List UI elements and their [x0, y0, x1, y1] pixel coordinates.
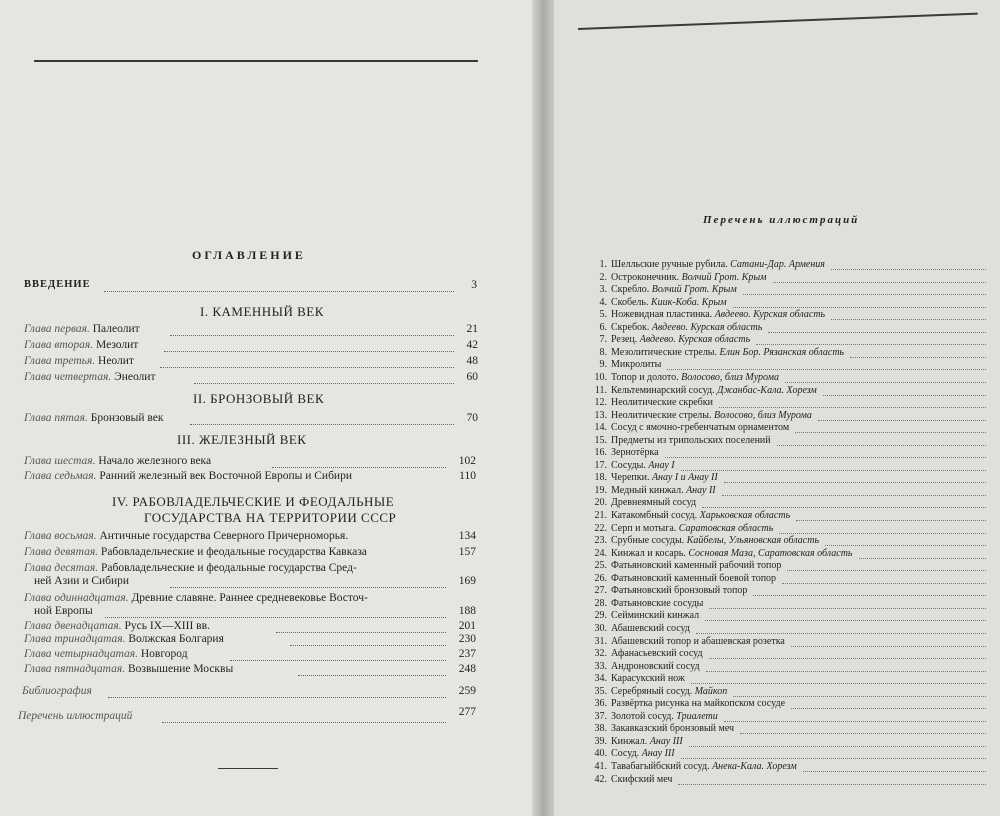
illustration-text: Зернотёрка [611, 447, 659, 459]
illustration-leader [689, 746, 986, 747]
illustration-item [592, 748, 675, 759]
toc-leader [104, 291, 454, 292]
toc-bibliography: Библиография [22, 685, 92, 697]
illustration-text: Абашевский сосуд [611, 622, 690, 634]
illustration-number: 28. [594, 597, 607, 609]
illustration-leader [859, 558, 986, 559]
section-title-line2: ГОСУДАРСТВА НА ТЕРРИТОРИИ СССР [144, 510, 397, 525]
toc-page-number: 3 [471, 279, 477, 291]
illustration-item [592, 460, 675, 471]
illustration-text: Скребок. [611, 321, 650, 333]
toc-chapter [24, 412, 164, 424]
illustration-item [592, 661, 700, 672]
illustration-number: 9. [599, 359, 607, 371]
section-title: II. БРОНЗОВЫЙ ВЕК [193, 391, 325, 406]
illustration-item [592, 422, 789, 433]
illustration-place: Волчий Грот. Крым [681, 271, 767, 283]
illustration-item [592, 573, 776, 584]
toc-chapter [24, 562, 357, 574]
illustration-number: 42. [594, 773, 607, 785]
chapter-name: Рабовладельческие и феодальные государства Сред- [101, 562, 357, 574]
illustration-item [592, 623, 690, 634]
chapter-name: Возвышение Москвы [127, 663, 234, 675]
illustration-number: 19. [594, 484, 607, 496]
illustration-item [592, 686, 727, 697]
illustration-item [592, 711, 718, 722]
toc-page-number: 70 [466, 412, 478, 424]
illustration-leader [779, 533, 986, 534]
illustration-item [592, 347, 844, 358]
illustration-place: Харьковская область [699, 510, 791, 521]
illustration-text: Топор и долото. [611, 371, 679, 383]
illustration-item [592, 284, 737, 295]
illustration-item [592, 272, 767, 283]
illustration-place: Авдеево. Курская область [639, 334, 751, 346]
illustration-leader [756, 344, 986, 345]
illustration-place: Анау I и Анау II [651, 472, 718, 484]
illustration-leader [796, 520, 986, 521]
illustration-leader [753, 595, 986, 596]
toc-page-number: 110 [459, 470, 476, 482]
chapter-prefix: Глава седьмая. [24, 470, 97, 482]
toc-chapter [24, 339, 138, 351]
illustration-number: 37. [594, 710, 607, 722]
illustration-number: 22. [594, 522, 607, 534]
chapter-prefix: Глава шестая. [24, 455, 96, 467]
illustration-number: 31. [594, 635, 607, 647]
illustration-leader [803, 771, 986, 772]
toc-page-number: 201 [458, 620, 476, 632]
illustration-number: 18. [594, 472, 607, 484]
toc-chapter [24, 323, 140, 335]
illustration-text: Кинжал. [611, 735, 648, 747]
illustration-leader [795, 432, 986, 433]
illustration-item [592, 410, 812, 421]
illustration-text: Кинжал и косарь. [611, 547, 686, 559]
illustration-leader [768, 332, 986, 333]
toc-chapter [24, 371, 155, 383]
illustration-leader [782, 583, 986, 584]
illustration-item [592, 736, 683, 747]
toc-illustrations: Перечень иллюстраций [18, 710, 133, 722]
section-title: I. КАМЕННЫЙ ВЕК [200, 304, 324, 319]
illustration-place: Сатани-Дар. Армения [730, 259, 825, 270]
illustration-leader [706, 671, 986, 672]
section-title: III. ЖЕЛЕЗНЫЙ ВЕК [177, 432, 307, 447]
illustration-number: 30. [594, 622, 607, 634]
illustration-item [592, 485, 716, 496]
section-title-line1: IV. РАБОВЛАДЕЛЬЧЕСКИЕ И ФЕОДАЛЬНЫЕ [112, 494, 395, 509]
illustration-item [592, 397, 713, 408]
illustration-text: Шелльские ручные рубила. [611, 259, 728, 270]
toc-leader [230, 660, 446, 661]
illustration-number: 4. [599, 296, 607, 308]
toc-chapter [24, 355, 134, 367]
toc-page-number: 237 [458, 648, 476, 660]
illustration-place: Анека-Кала. Хорезм [712, 761, 797, 772]
illustration-place: Анау II [686, 484, 716, 496]
illustration-number: 27. [594, 585, 607, 597]
illustration-place: Авдеево. Курская область [651, 321, 763, 333]
chapter-prefix: Глава девятая. [24, 546, 99, 558]
illustration-item [592, 598, 703, 609]
illustration-leader [791, 646, 986, 647]
chapter-name: Бронзовый век [90, 412, 164, 424]
toc-page-number: 157 [458, 546, 476, 558]
illustration-number: 1. [599, 259, 607, 270]
illustration-number: 25. [594, 560, 607, 572]
illustration-number: 5. [599, 309, 607, 321]
illustration-number: 21. [594, 510, 607, 521]
illustration-place: Саратовская область [678, 522, 774, 534]
chapter-name: Волжская Болгария [128, 633, 224, 645]
toc-leader [276, 632, 446, 633]
toc-leader [170, 587, 446, 588]
illustration-place: Анау III [641, 748, 675, 760]
toc-page-number: 102 [458, 455, 476, 467]
illustration-place: Джанбас-Кала. Хорезм [717, 384, 817, 396]
chapter-name-cont: ней Азии и Сибири [34, 575, 130, 587]
illustration-leader [743, 294, 986, 295]
illustration-text: Сосуд. [611, 748, 640, 760]
illustration-text: Мезолитические стрелы. [611, 346, 718, 358]
illustration-leader [818, 420, 986, 421]
illustration-text: Резец. [611, 334, 638, 346]
illustration-leader [724, 721, 986, 722]
illustration-number: 34. [594, 673, 607, 685]
toc-chapter [24, 620, 210, 632]
illustration-leader [850, 357, 986, 358]
illustration-number: 29. [594, 610, 607, 622]
illustration-number: 26. [594, 572, 607, 584]
toc-page-number: 21 [466, 323, 478, 335]
chapter-prefix: Глава вторая. [24, 339, 94, 351]
illustration-item [592, 309, 825, 320]
illustration-text: Серебряный сосуд. [611, 685, 693, 697]
illustration-place: Волчий Грот. Крым [651, 284, 737, 296]
illustration-number: 33. [594, 660, 607, 672]
illustration-leader [719, 407, 986, 408]
illustration-number: 24. [594, 547, 607, 559]
illustration-leader [831, 319, 986, 320]
illustration-text: Черепки. [611, 472, 650, 484]
illustration-item [592, 259, 825, 270]
chapter-prefix: Глава третья. [24, 355, 96, 367]
illustration-number: 40. [594, 748, 607, 760]
illustration-text: Фатьяновский каменный боевой топор [611, 572, 777, 584]
illustration-text: Фатьяновский каменный рабочий топор [611, 560, 782, 572]
toc-chapter [24, 592, 368, 604]
illustration-text: Скифский меч [611, 773, 673, 785]
illustration-leader [705, 620, 986, 621]
illustration-text: Золотой сосуд. [611, 710, 674, 722]
toc-page-number: 48 [466, 355, 478, 367]
illustration-text: Серп и мотыга. [611, 522, 677, 534]
illustration-item [592, 297, 727, 308]
illustration-item [592, 322, 762, 333]
illustration-place: Волосово, близ Мурома [681, 371, 780, 383]
illustration-text: Скобель. [611, 296, 649, 308]
illustration-leader [681, 470, 986, 471]
illustration-place: Волосово, близ Мурома [713, 409, 812, 421]
illustration-leader [787, 570, 986, 571]
chapter-name: Рабовладельческие и феодальные государства Кавказа [100, 546, 367, 558]
illustration-leader [724, 482, 986, 483]
illustration-text: Развёртка рисунка на майкопском сосуде [611, 698, 786, 710]
chapter-name: Неолит [98, 355, 134, 367]
illustration-text: Неолитические стрелы. [611, 409, 712, 421]
illustration-leader [773, 282, 986, 283]
illustration-number: 41. [594, 761, 607, 772]
illustration-text: Предметы из трипольских поселений [611, 434, 771, 446]
toc-leader [160, 367, 454, 368]
toc-chapter [24, 633, 224, 645]
illustration-leader [665, 457, 986, 458]
illustration-leader [709, 608, 986, 609]
chapter-prefix: Глава четырнадцатая. [24, 648, 138, 660]
illustration-leader [691, 683, 986, 684]
illustration-item [592, 648, 703, 659]
toc-intro-label: ВВЕДЕНИЕ [24, 279, 91, 290]
toc-leader [108, 697, 446, 698]
illustration-text: Сосуды. [611, 459, 646, 471]
illustration-text: Неолитические скребки [611, 397, 713, 409]
illustration-leader [825, 545, 986, 546]
chapter-prefix: Глава пятнадцатая. [24, 663, 126, 675]
toc-leader [194, 383, 454, 384]
chapter-prefix: Глава четвертая. [24, 371, 112, 383]
illustration-place: Елин Бор. Рязанская область [719, 346, 845, 358]
illustration-text: Фатьяновский бронзовый топор [611, 585, 748, 597]
illustration-item [592, 673, 685, 684]
illustration-item [592, 359, 661, 370]
illustration-number: 32. [594, 648, 607, 660]
illustration-number: 10. [594, 371, 607, 383]
chapter-name: Русь IX—XIII вв. [124, 620, 210, 632]
chapter-name: Античные государства Северного Причерноморья. [99, 530, 349, 542]
toc-leader [298, 675, 446, 676]
chapter-prefix: Глава первая. [24, 323, 90, 335]
illustration-item [592, 761, 797, 772]
chapter-prefix: Глава тринадцатая. [24, 633, 126, 645]
toc-page-number: 60 [466, 371, 478, 383]
chapter-name: Ранний железный век Восточной Европы и Сибири [99, 470, 352, 482]
toc-leader [170, 335, 454, 336]
illustration-number: 17. [594, 459, 607, 471]
illustration-text: Закавказский бронзовый меч [611, 723, 735, 735]
illustration-number: 20. [594, 497, 607, 509]
illustration-item [592, 497, 696, 508]
chapter-name-cont: ной Европы [34, 605, 93, 617]
toc-page-number: 248 [458, 663, 476, 675]
illustration-number: 36. [594, 698, 607, 710]
toc-page-number: 169 [458, 575, 476, 587]
illustration-item [592, 510, 790, 521]
chapter-prefix: Глава десятая. [24, 562, 99, 574]
chapter-name: Мезолит [96, 339, 139, 351]
illustration-item [592, 560, 781, 571]
toc-page-number: 188 [458, 605, 476, 617]
illustration-place: Кайбелы, Ульяновская область [686, 535, 819, 547]
toc-chapter [24, 455, 211, 467]
illustration-place: Авдеево. Курская область [714, 309, 826, 321]
illustration-leader [740, 733, 986, 734]
illustration-leader [785, 382, 986, 383]
illustration-item [592, 372, 779, 383]
illustration-text: Кельтеминарский сосуд. [611, 384, 715, 396]
toc-leader [290, 645, 446, 646]
illustration-number: 3. [599, 284, 607, 296]
illustration-item [592, 585, 747, 596]
chapter-name: Древние славяне. Раннее средневековье Восточ- [131, 592, 368, 604]
toc-title: ОГЛАВЛЕНИЕ [192, 248, 306, 262]
chapter-name: Палеолит [92, 323, 140, 335]
illustration-text: Катакомбный сосуд. [611, 510, 698, 521]
illustration-place: Анау III [649, 735, 683, 747]
illustration-number: 35. [594, 685, 607, 697]
illustration-text: Скребло. [611, 284, 650, 296]
illustration-number: 23. [594, 535, 607, 547]
toc-page-number: 277 [458, 706, 476, 718]
illustration-text: Остроконечник. [611, 271, 680, 283]
illustration-text: Андроновский сосуд [611, 660, 700, 672]
illustration-leader [696, 633, 986, 634]
illustration-item [592, 535, 819, 546]
illustration-text: Сейминский кинжал [611, 610, 700, 622]
illustration-leader [722, 495, 986, 496]
chapter-name: Начало железного века [98, 455, 212, 467]
chapter-prefix: Глава одиннадцатая. [24, 592, 129, 604]
illustrations-title: Перечень иллюстраций [703, 214, 860, 226]
header-rule-left [34, 60, 478, 62]
illustration-item [592, 447, 659, 458]
illustration-text: Медный кинжал. [611, 484, 684, 496]
illustration-leader [678, 784, 986, 785]
illustration-number: 15. [594, 434, 607, 446]
illustration-item [592, 698, 785, 709]
toc-chapter [24, 530, 348, 542]
illustration-item [592, 435, 771, 446]
toc-chapter [24, 648, 188, 660]
illustration-place: Анау I [648, 459, 675, 471]
illustration-text: Микролиты [611, 359, 662, 371]
illustration-item [592, 610, 699, 621]
toc-page-number: 230 [458, 633, 476, 645]
illustration-text: Абашевский топор и абашевская розетка [611, 635, 785, 647]
illustration-place: Киик-Коба. Крым [650, 296, 727, 308]
toc-leader [162, 722, 446, 723]
illustration-number: 2. [599, 271, 607, 283]
illustration-number: 13. [594, 409, 607, 421]
illustration-leader [733, 696, 986, 697]
illustration-number: 6. [599, 321, 607, 333]
illustration-leader [702, 507, 986, 508]
toc-leader [190, 424, 454, 425]
chapter-prefix: Глава пятая. [24, 412, 88, 424]
illustration-number: 14. [594, 422, 607, 434]
toc-leader [105, 617, 446, 618]
illustration-leader [791, 708, 986, 709]
illustration-number: 11. [594, 384, 607, 396]
book-gutter [532, 0, 554, 816]
illustration-leader [681, 758, 986, 759]
illustration-text: Фатьяновские сосуды [611, 597, 704, 609]
illustration-place: Триалети [676, 710, 718, 722]
toc-chapter [24, 663, 233, 675]
illustration-leader [777, 445, 986, 446]
illustration-item [592, 548, 853, 559]
chapter-prefix: Глава восьмая. [24, 530, 97, 542]
footer-rule [218, 768, 278, 769]
toc-chapter [24, 470, 352, 482]
chapter-name: Энеолит [114, 371, 156, 383]
illustration-leader [823, 395, 986, 396]
toc-page-number: 259 [458, 685, 476, 697]
toc-leader [272, 467, 446, 468]
illustration-item [592, 636, 785, 647]
illustration-leader [709, 658, 986, 659]
illustration-place: Майкоп [694, 685, 728, 697]
illustration-text: Срубные сосуды. [611, 535, 685, 547]
illustration-item [592, 334, 750, 345]
illustration-text: Сосуд с ямочно-гребенчатым орнаментом [611, 422, 790, 434]
illustration-place: Сосновая Маза, Саратовская область [688, 547, 853, 559]
illustration-text: Тавабагыйбский сосуд. [611, 761, 710, 772]
toc-chapter [24, 546, 367, 558]
illustration-leader [733, 307, 986, 308]
illustration-text: Ножевидная пластинка. [611, 309, 713, 321]
illustration-text: Древнеямный сосуд [611, 497, 697, 509]
chapter-name: Новгород [140, 648, 188, 660]
illustration-number: 12. [594, 397, 607, 409]
toc-leader [164, 351, 454, 352]
illustration-leader [831, 269, 986, 270]
illustration-item [592, 472, 718, 483]
illustration-number: 38. [594, 723, 607, 735]
illustration-number: 16. [594, 447, 607, 459]
toc-page-number: 134 [458, 530, 476, 542]
illustration-item [592, 774, 672, 785]
illustration-leader [667, 369, 986, 370]
illustration-item [592, 723, 734, 734]
illustration-number: 8. [599, 346, 607, 358]
illustration-number: 7. [599, 334, 607, 346]
toc-page-number: 42 [466, 339, 478, 351]
illustration-text: Афанасьевский сосуд [611, 648, 703, 660]
illustration-item [592, 523, 773, 534]
illustration-item [592, 385, 817, 396]
illustration-text: Карасукский нож [611, 673, 685, 685]
illustration-number: 39. [594, 735, 607, 747]
chapter-prefix: Глава двенадцатая. [24, 620, 122, 632]
